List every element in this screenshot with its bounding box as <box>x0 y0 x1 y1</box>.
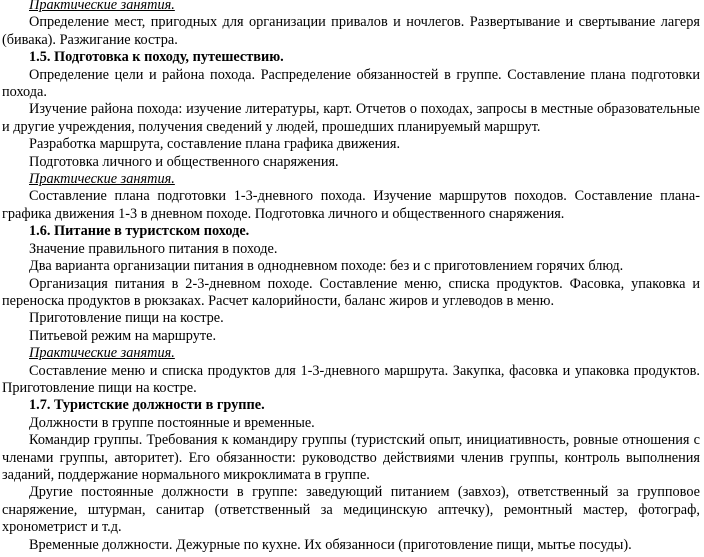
paragraph: Должности в группе постоянные и временные. <box>29 414 315 431</box>
paragraph: Организация питания в 2-3-дневном походе. Составление меню, списка продуктов. Фасовка, упаковка и переноска продуктов в рюкзаках. Расчет калорийности, баланс жиров и углеводов в меню. <box>2 275 700 309</box>
paragraph: Подготовка личного и общественного снаряжения. <box>29 153 339 170</box>
practice-heading: Практические занятия. <box>29 0 175 13</box>
paragraph: Приготовление пищи на костре. <box>29 310 224 327</box>
section-heading: 1.7. Туристские должности в группе. <box>29 397 265 414</box>
paragraph: Определение цели и района похода. Распределение обязанностей в группе. Составление плана подготовки похода. <box>2 66 700 101</box>
paragraph: Временные должности. Дежурные по кухне. Их обязанноси (приготовление пищи, мытье посуды). <box>29 536 632 553</box>
practice-heading: Практические занятия. <box>29 171 175 188</box>
paragraph: Командир группы. Требования к командиру группы (туристский опыт, инициативность, ровные отношения с членами группы, авторитет). Его обязанности: руководство действиями членив группы, контроль выполнения заданий, поддержание нормального микроклимата в группе. <box>2 432 700 483</box>
paragraph: Изучение района похода: изучение литературы, карт. Отчетов о походах, запросы в местные образовательные и другие учреждения, получения сведений у людей, прошедших планируемый маршрут. <box>2 101 700 135</box>
paragraph: Другие постоянные должности в группе: заведующий питанием (завхоз), ответственный за групповое снаряжение, штурман, санитар (ответственный за медицинскую аптечку), ремонтный мастер, фотограф, хронометрист и т.д. <box>2 484 700 536</box>
practice-heading: Практические занятия. <box>29 345 175 362</box>
paragraph: Питьевой режим на маршруте. <box>29 327 217 344</box>
paragraph: Составление меню и списка продуктов для 1-3-дневного маршрута. Закупка, фасовка и упаковка продуктов. Приготовление пищи на костре. <box>2 362 700 396</box>
paragraph: Два варианта организации питания в однодневном походе: без и с приготовлением горячих блюд. <box>29 258 624 275</box>
paragraph: Составление плана подготовки 1-3-дневного похода. Изучение маршрутов походов. Составление плана-графика движения 1-3 в дневном походе. Подготовка личного и общественного снаряжения. <box>2 188 700 222</box>
section-heading: 1.5. Подготовка к походу, путешествию. <box>29 49 284 66</box>
paragraph: Значение правильного питания в походе. <box>29 240 278 257</box>
paragraph: Определение мест, пригодных для организации привалов и ночлегов. Развертывание и свертывание лагеря (бивака). Разжигание костра. <box>2 14 700 48</box>
section-heading: 1.6. Питание в туристском походе. <box>29 223 250 240</box>
paragraph: Разработка маршрута, составление плана графика движения. <box>29 136 401 153</box>
